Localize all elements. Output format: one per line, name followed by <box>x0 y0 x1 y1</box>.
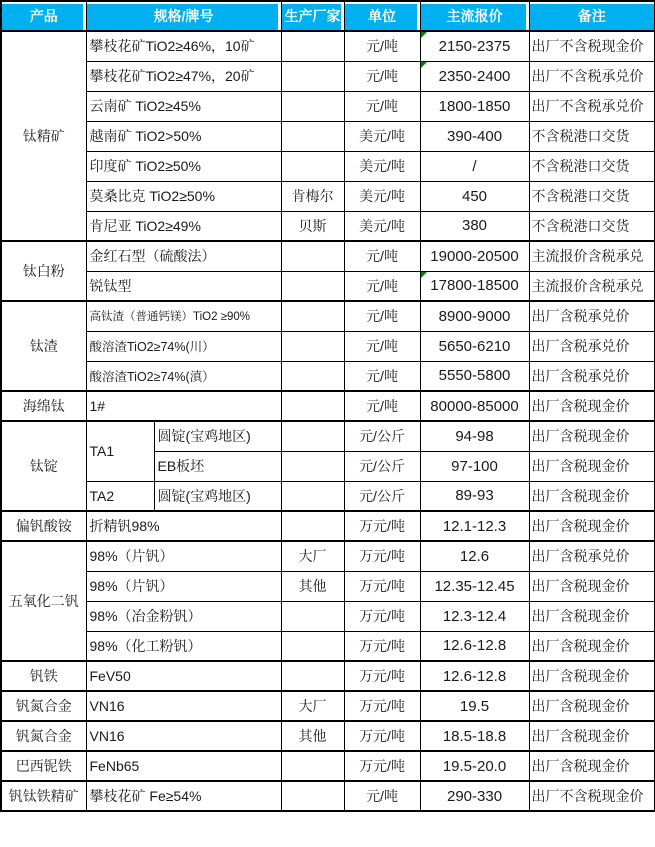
cell-manufacturer <box>281 451 344 481</box>
cell-spec: 越南矿 TiO2>50% <box>86 121 281 151</box>
price-value: 2150-2375 <box>438 37 511 55</box>
cell-manufacturer <box>281 661 344 691</box>
cell-price: 19.5-20.0 <box>420 751 529 781</box>
header-price: 主流报价 <box>420 1 529 31</box>
cell-note: 主流报价含税承兑 <box>529 241 655 271</box>
cell-manufacturer <box>281 241 344 271</box>
cell-manufacturer: 肯梅尔 <box>281 181 344 211</box>
cell-spec: FeV50 <box>86 661 281 691</box>
header-unit: 单位 <box>344 1 420 31</box>
table-row <box>1 421 655 451</box>
cell-manufacturer <box>281 511 344 541</box>
cell-unit: 元/吨 <box>344 241 420 271</box>
cell-note: 出厂含税现金价 <box>529 751 655 781</box>
cell-spec: 攀枝花矿 Fe≥54% <box>86 781 281 811</box>
cell-unit: 元/吨 <box>344 331 420 361</box>
table-row <box>1 391 655 421</box>
cell-note: 出厂含税现金价 <box>529 721 655 751</box>
cell-price: / <box>420 151 529 181</box>
cell-price: 380 <box>420 211 529 241</box>
table-row <box>1 781 655 811</box>
table-row <box>1 751 655 781</box>
cell-manufacturer <box>281 121 344 151</box>
cell-unit: 元/公斤 <box>344 481 420 511</box>
cell-spec: 98%（冶金粉钒） <box>86 601 281 631</box>
cell-unit: 元/吨 <box>344 31 420 61</box>
cell-manufacturer <box>281 751 344 781</box>
cell-manufacturer <box>281 601 344 631</box>
cell-product: 钛渣 <box>1 301 86 391</box>
cell-note: 出厂含税现金价 <box>529 421 655 451</box>
table-row <box>1 91 655 121</box>
header-spec: 规格/牌号 <box>86 1 281 31</box>
cell-price: 12.1-12.3 <box>420 511 529 541</box>
cell-product: 五氧化二钒 <box>1 541 86 661</box>
cell-unit: 元/公斤 <box>344 421 420 451</box>
cell-manufacturer <box>281 91 344 121</box>
cell-manufacturer <box>281 271 344 301</box>
table-row <box>1 481 655 511</box>
cell-spec: 98%（化工粉钒） <box>86 631 281 661</box>
price-value: 2350-2400 <box>438 67 511 85</box>
cell-unit: 万元/吨 <box>344 601 420 631</box>
cell-note: 出厂含税现金价 <box>529 601 655 631</box>
cell-product: 巴西铌铁 <box>1 751 86 781</box>
cell-manufacturer <box>281 631 344 661</box>
cell-unit: 元/吨 <box>344 91 420 121</box>
cell-spec: 1# <box>86 391 281 421</box>
cell-grade: TA1 <box>86 421 154 481</box>
cell-unit: 美元/吨 <box>344 211 420 241</box>
cell-manufacturer: 大厂 <box>281 541 344 571</box>
cell-spec: VN16 <box>86 691 281 721</box>
cell-product: 钒铁 <box>1 661 86 691</box>
cell-note: 出厂含税承兑价 <box>529 361 655 391</box>
cell-note: 出厂不含税现金价 <box>529 781 655 811</box>
cell-spec: 98%（片钒） <box>86 571 281 601</box>
cell-spec: 锐钛型 <box>86 271 281 301</box>
cell-unit: 元/吨 <box>344 61 420 91</box>
cell-price: 5550-5800 <box>420 361 529 391</box>
green-corner-marker-icon <box>421 272 427 278</box>
cell-spec: 云南矿 TiO2≥45% <box>86 91 281 121</box>
cell-note: 出厂含税现金价 <box>529 451 655 481</box>
cell-note: 不含税港口交货 <box>529 151 655 181</box>
cell-grade: TA2 <box>86 481 154 511</box>
cell-price: 12.6-12.8 <box>420 661 529 691</box>
cell-note: 不含税港口交货 <box>529 121 655 151</box>
cell-product: 钛精矿 <box>1 31 86 241</box>
cell-spec: 酸溶渣TiO2≥74%(滇） <box>86 361 281 391</box>
cell-unit: 万元/吨 <box>344 721 420 751</box>
cell-manufacturer <box>281 301 344 331</box>
cell-unit: 元/吨 <box>344 781 420 811</box>
cell-spec: 金红石型（硫酸法） <box>86 241 281 271</box>
cell-unit: 美元/吨 <box>344 151 420 181</box>
cell-unit: 元/吨 <box>344 271 420 301</box>
cell-product: 偏钒酸铵 <box>1 511 86 541</box>
cell-price <box>420 271 529 301</box>
cell-note: 出厂含税现金价 <box>529 481 655 511</box>
cell-spec: 印度矿 TiO2≥50% <box>86 151 281 181</box>
cell-product: 钒钛铁精矿 <box>1 781 86 811</box>
cell-note: 出厂不含税承兑价 <box>529 61 655 91</box>
cell-manufacturer <box>281 421 344 451</box>
cell-price: 5650-6210 <box>420 331 529 361</box>
table-row <box>1 631 655 661</box>
header-row <box>1 1 655 31</box>
cell-spec: 高钛渣（普通钙镁）TiO2 ≥90% <box>86 301 281 331</box>
cell-spec: FeNb65 <box>86 751 281 781</box>
table-row <box>1 211 655 241</box>
cell-spec: 攀枝花矿TiO2≥46%，10矿 <box>86 31 281 61</box>
cell-price: 450 <box>420 181 529 211</box>
cell-note: 出厂含税现金价 <box>529 391 655 421</box>
header-note: 备注 <box>529 1 655 31</box>
table-row <box>1 271 655 301</box>
cell-manufacturer <box>281 61 344 91</box>
cell-note: 出厂含税承兑价 <box>529 331 655 361</box>
cell-price: 19.5 <box>420 691 529 721</box>
cell-manufacturer <box>281 391 344 421</box>
cell-unit: 元/吨 <box>344 361 420 391</box>
table-row <box>1 541 655 571</box>
cell-manufacturer <box>281 151 344 181</box>
cell-note: 出厂不含税现金价 <box>529 31 655 61</box>
cell-spec: EB板坯 <box>154 451 281 481</box>
cell-product: 钒氮合金 <box>1 721 86 751</box>
cell-unit: 万元/吨 <box>344 751 420 781</box>
cell-note: 出厂含税现金价 <box>529 691 655 721</box>
cell-manufacturer <box>281 781 344 811</box>
cell-unit: 万元/吨 <box>344 571 420 601</box>
cell-unit: 万元/吨 <box>344 631 420 661</box>
green-corner-marker-icon <box>421 62 427 68</box>
table-row <box>1 241 655 271</box>
cell-spec: 98%（片钒） <box>86 541 281 571</box>
cell-product: 钒氮合金 <box>1 691 86 721</box>
cell-manufacturer <box>281 361 344 391</box>
cell-spec: VN16 <box>86 721 281 751</box>
cell-note: 出厂含税现金价 <box>529 661 655 691</box>
cell-spec: 酸溶渣TiO2≥74%(川） <box>86 331 281 361</box>
cell-price: 80000-85000 <box>420 391 529 421</box>
cell-product: 钛锭 <box>1 421 86 511</box>
cell-price: 19000-20500 <box>420 241 529 271</box>
cell-price: 290-330 <box>420 781 529 811</box>
table-row <box>1 151 655 181</box>
cell-price: 12.6 <box>420 541 529 571</box>
cell-price: 1800-1850 <box>420 91 529 121</box>
table-row <box>1 661 655 691</box>
cell-note: 不含税港口交货 <box>529 181 655 211</box>
cell-price: 8900-9000 <box>420 301 529 331</box>
table-row <box>1 61 655 91</box>
cell-price <box>420 61 529 91</box>
cell-price: 12.6-12.8 <box>420 631 529 661</box>
cell-note: 出厂含税现金价 <box>529 631 655 661</box>
cell-manufacturer: 其他 <box>281 571 344 601</box>
cell-price: 390-400 <box>420 121 529 151</box>
cell-unit: 元/吨 <box>344 391 420 421</box>
cell-note: 不含税港口交货 <box>529 211 655 241</box>
header-product: 产品 <box>1 1 86 31</box>
cell-product: 海绵钛 <box>1 391 86 421</box>
cell-manufacturer <box>281 31 344 61</box>
cell-note: 出厂含税现金价 <box>529 511 655 541</box>
cell-price <box>420 31 529 61</box>
cell-unit: 万元/吨 <box>344 511 420 541</box>
cell-unit: 美元/吨 <box>344 121 420 151</box>
cell-spec: 肯尼亚 TiO2≥49% <box>86 211 281 241</box>
cell-spec: 攀枝花矿TiO2≥47%，20矿 <box>86 61 281 91</box>
cell-spec: 莫桑比克 TiO2≥50% <box>86 181 281 211</box>
table-row <box>1 31 655 61</box>
cell-product: 钛白粉 <box>1 241 86 301</box>
green-corner-marker-icon <box>421 32 427 38</box>
cell-note: 出厂含税现金价 <box>529 571 655 601</box>
cell-price: 97-100 <box>420 451 529 481</box>
cell-spec: 圆锭(宝鸡地区) <box>154 481 281 511</box>
table-row <box>1 601 655 631</box>
table-row <box>1 301 655 331</box>
cell-price: 12.3-12.4 <box>420 601 529 631</box>
cell-spec: 圆锭(宝鸡地区) <box>154 421 281 451</box>
cell-manufacturer: 其他 <box>281 721 344 751</box>
cell-unit: 万元/吨 <box>344 691 420 721</box>
cell-unit: 万元/吨 <box>344 541 420 571</box>
table-row <box>1 331 655 361</box>
table-row <box>1 121 655 151</box>
cell-note: 出厂含税承兑价 <box>529 541 655 571</box>
table-row <box>1 571 655 601</box>
cell-manufacturer <box>281 481 344 511</box>
price-value: 17800-18500 <box>430 277 519 295</box>
table-row <box>1 511 655 541</box>
cell-note: 主流报价含税承兑 <box>529 271 655 301</box>
cell-spec: 折精钒98% <box>86 511 281 541</box>
cell-price: 89-93 <box>420 481 529 511</box>
cell-manufacturer: 贝斯 <box>281 211 344 241</box>
cell-unit: 元/公斤 <box>344 451 420 481</box>
cell-unit: 万元/吨 <box>344 661 420 691</box>
cell-price: 18.5-18.8 <box>420 721 529 751</box>
cell-price: 12.35-12.45 <box>420 571 529 601</box>
cell-note: 出厂不含税承兑价 <box>529 91 655 121</box>
header-manufacturer: 生产厂家 <box>281 1 344 31</box>
cell-manufacturer <box>281 331 344 361</box>
table-row <box>1 181 655 211</box>
table-row <box>1 721 655 751</box>
table-row <box>1 361 655 391</box>
cell-unit: 元/吨 <box>344 301 420 331</box>
cell-unit: 美元/吨 <box>344 181 420 211</box>
cell-note: 出厂含税承兑价 <box>529 301 655 331</box>
cell-price: 94-98 <box>420 421 529 451</box>
table-row <box>1 691 655 721</box>
cell-manufacturer: 大厂 <box>281 691 344 721</box>
